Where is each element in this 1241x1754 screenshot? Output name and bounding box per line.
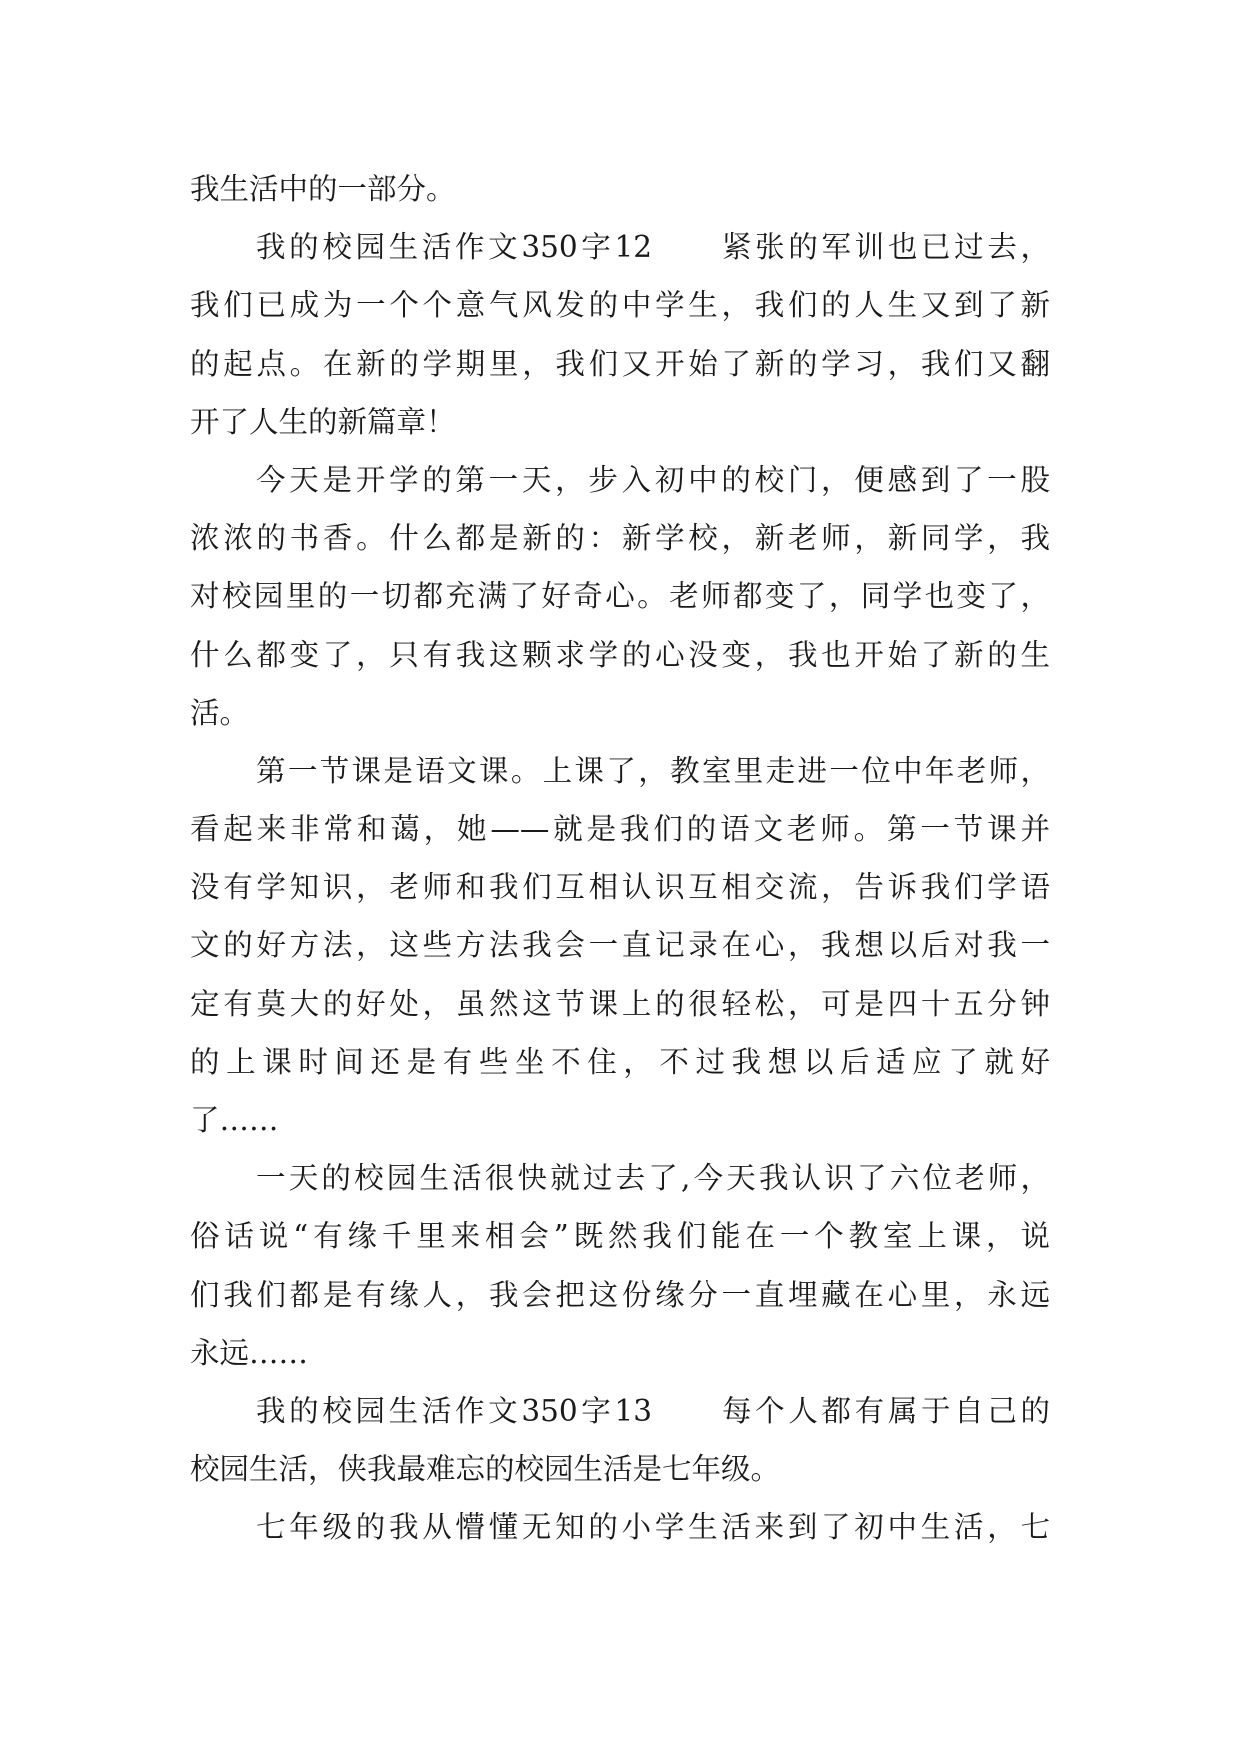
text-line: 的上课时间还是有些坐不住，不过我想以后适应了就好 (190, 1044, 1050, 1079)
text-line: 的起点。在新的学期里，我们又开始了新的学习，我们又翻 (190, 346, 1050, 381)
text-line: 校园生活，侠我最难忘的校园生活是七年级。 (190, 1452, 781, 1487)
text-line: 浓浓的书香。什么都是新的：新学校，新老师，新同学，我 (190, 521, 1050, 556)
document-page (190, 160, 1050, 1557)
text-line: 对校园里的一切都充满了好奇心。老师都变了，同学也变了， (190, 579, 1050, 614)
text-line: 看起来非常和蔼，她——就是我们的语文老师。第一节课并 (190, 812, 1050, 847)
text-line: 什么都变了，只有我这颗求学的心没变，我也开始了新的生 (190, 637, 1050, 672)
text-line: 永远…… (190, 1335, 309, 1370)
text-line: 开了人生的新篇章！ (190, 404, 456, 439)
text-line: 我们已成为一个个意气风发的中学生，我们的人生又到了新 (190, 288, 1050, 323)
text-line: 今天是开学的第一天，步入初中的校门，便感到了一股 (256, 462, 1050, 497)
text-line: 俗话说“有缘千里来相会”既然我们能在一个教室上课，说 (190, 1219, 1050, 1254)
text-line: 我生活中的一部分。 (190, 172, 456, 206)
text-line: 文的好方法，这些方法我会一直记录在心，我想以后对我一 (190, 928, 1050, 963)
text-line: 们我们都是有缘人，我会把这份缘分一直埋藏在心里，永远 (190, 1277, 1050, 1312)
text-line: 没有学知识，老师和我们互相认识互相交流，告诉我们学语 (190, 870, 1050, 905)
text-line: 我的校园生活作文350字13 每个人都有属于自己的 (256, 1393, 1050, 1428)
text-line: 一天的校园生活很快就过去了,今天我认识了六位老师， (256, 1161, 1050, 1196)
text-line: 第一节课是语文课。上课了，教室里走进一位中年老师， (256, 753, 1050, 788)
text-line: 定有莫大的好处，虽然这节课上的很轻松，可是四十五分钟 (190, 986, 1050, 1021)
text-line: 活。 (190, 695, 250, 730)
text-line: 了…… (190, 1103, 279, 1137)
text-line: 我的校园生活作文350字12 紧张的军训也已过去， (256, 230, 1050, 265)
text-line: 七年级的我从懵懂无知的小学生活来到了初中生活，七 (256, 1510, 1050, 1545)
